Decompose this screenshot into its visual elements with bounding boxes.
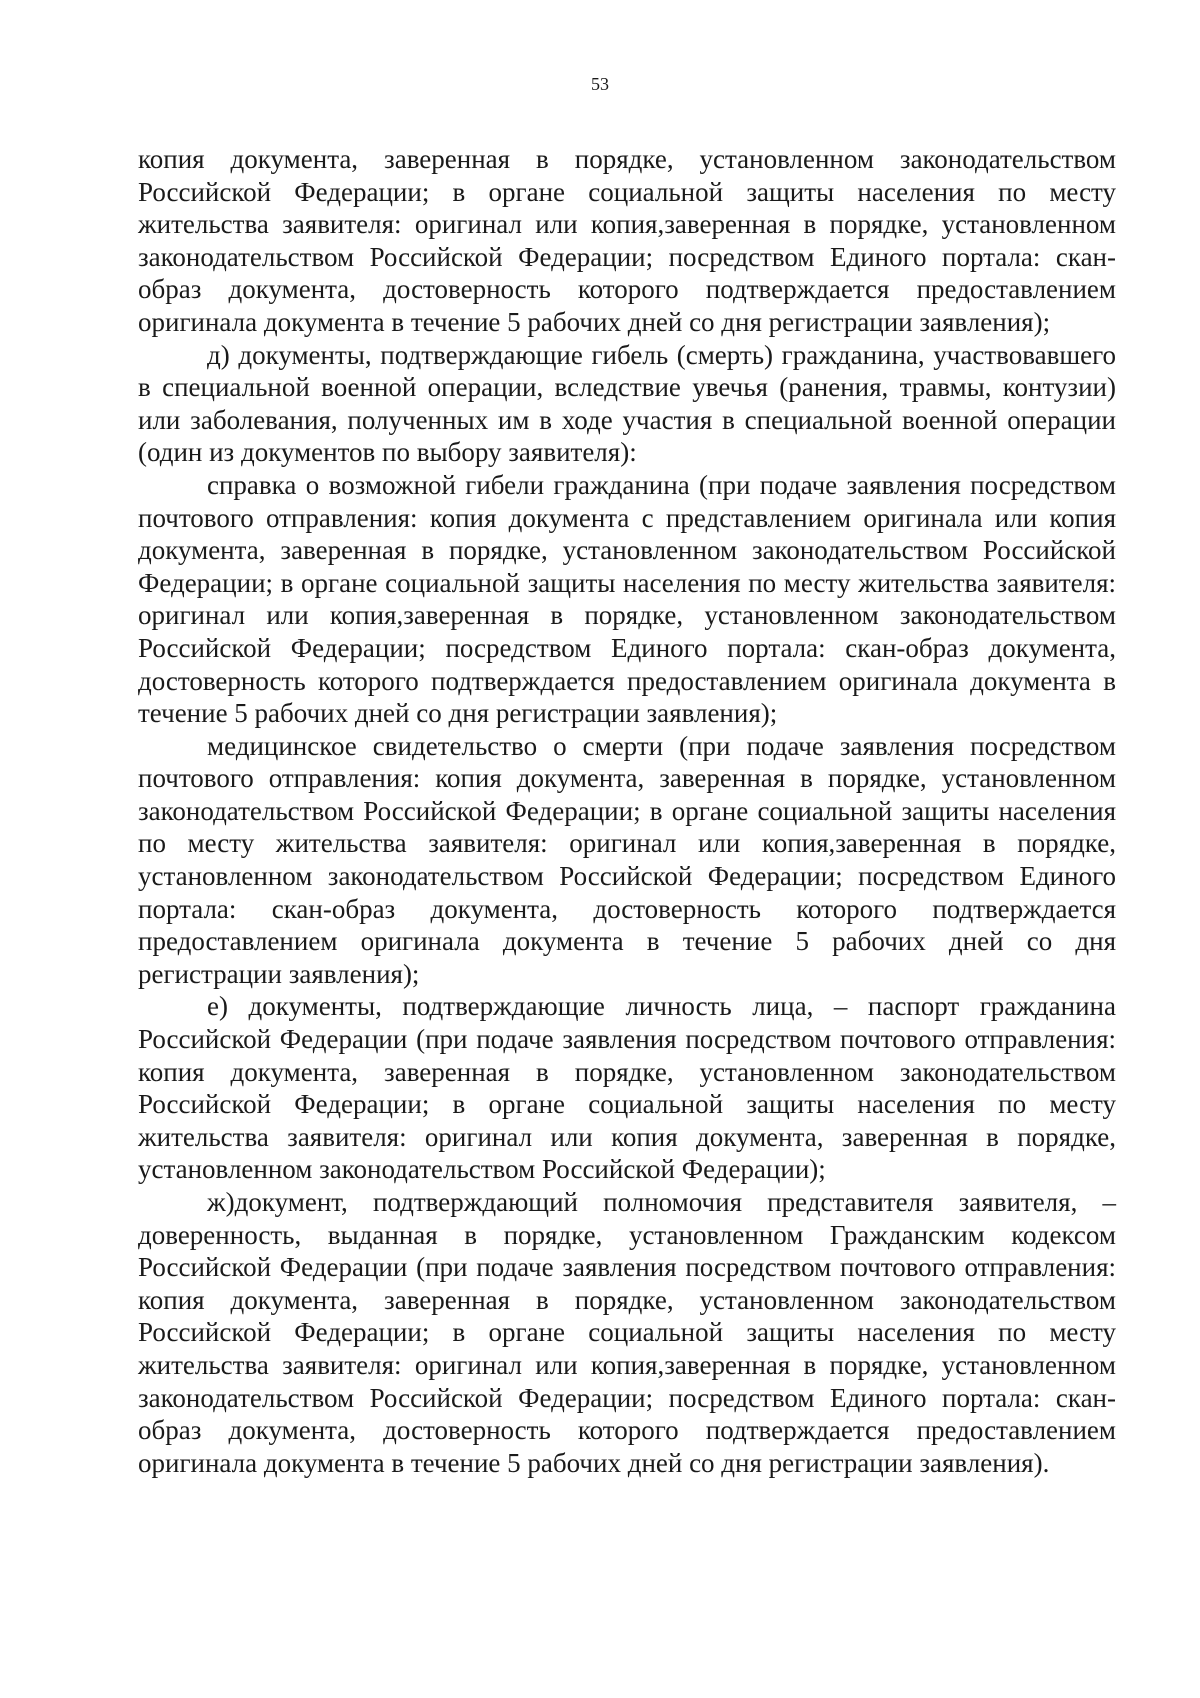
paragraph-item-zh: ж)документ, подтверждающий полномочия представителя заявителя, – доверенность, выданная в порядке, установленном Гражданским кодексом Российской Федерации (при подаче заявления посредством почтового отправления: копия документа, заверенная в порядке, установленном законодательством Российской Федерации; в органе социальной защиты населения по месту жительства заявителя: оригинал или копия,заверенная в порядке, установленном законодательством Российской Федерации; посредством Единого портала: скан-образ документа, достоверность которого подтверждается предоставлением оригинала документа в течение 5 рабочих дней со дня регистрации заявления). — [138, 1187, 1116, 1478]
paragraph-item-e: е) документы, подтверждающие личность лица, – паспорт гражданина Российской Федерации (при подаче заявления посредством почтового отправления: копия документа, заверенная в порядке, установленном законодательством Российской Федерации; в органе социальной защиты населения по месту жительства заявителя: оригинал или копия документа, заверенная в порядке, установленном законодательством Российской Федерации); — [138, 991, 1116, 1185]
paragraph-continuation: копия документа, заверенная в порядке, установленном законодательством Российской Федерации; в органе социальной защиты населения по месту жительства заявителя: оригинал или копия,заверенная в порядке, установленном законодательством Российской Федерации; посредством Единого портала: скан-образ документа, достоверность которого подтверждается предоставлением оригинала документа в течение 5 рабочих дней со дня регистрации заявления); — [138, 144, 1116, 337]
paragraph-death-certificate-reference: справка о возможной гибели гражданина (при подаче заявления посредством почтового отправления: копия документа с представлением оригинала или копия документа, заверенная в порядке, установленном законодательством Российской Федерации; в органе социальной защиты населения по месту жительства заявителя: оригинал или копия,заверенная в порядке, установленном законодательством Российской Федерации; посредством Единого портала: скан-образ документа, достоверность которого подтверждается предоставлением оригинала документа в течение 5 рабочих дней со дня регистрации заявления); — [138, 469, 1116, 729]
document-body — [138, 143, 1116, 1479]
page-number: 53 — [591, 74, 609, 94]
paragraph-medical-death-certificate: медицинское свидетельство о смерти (при подаче заявления посредством почтового отправления: копия документа, заверенная в порядке, установленном законодательством Российской Федерации; в органе социальной защиты населения по месту жительства заявителя: оригинал или копия,заверенная в порядке, установленном законодательством Российской Федерации; посредством Единого портала: скан-образ документа, достоверность которого подтверждается предоставлением оригинала документа в течение 5 рабочих дней со дня регистрации заявления); — [138, 730, 1116, 989]
paragraph-item-d: д) документы, подтверждающие гибель (смерть) гражданина, участвовавшего в специальной военной операции, вследствие увечья (ранения, травмы, контузии) или заболевания, полученных им в ходе участия в специальной военной операции (один из документов по выбору заявителя): — [138, 339, 1116, 468]
